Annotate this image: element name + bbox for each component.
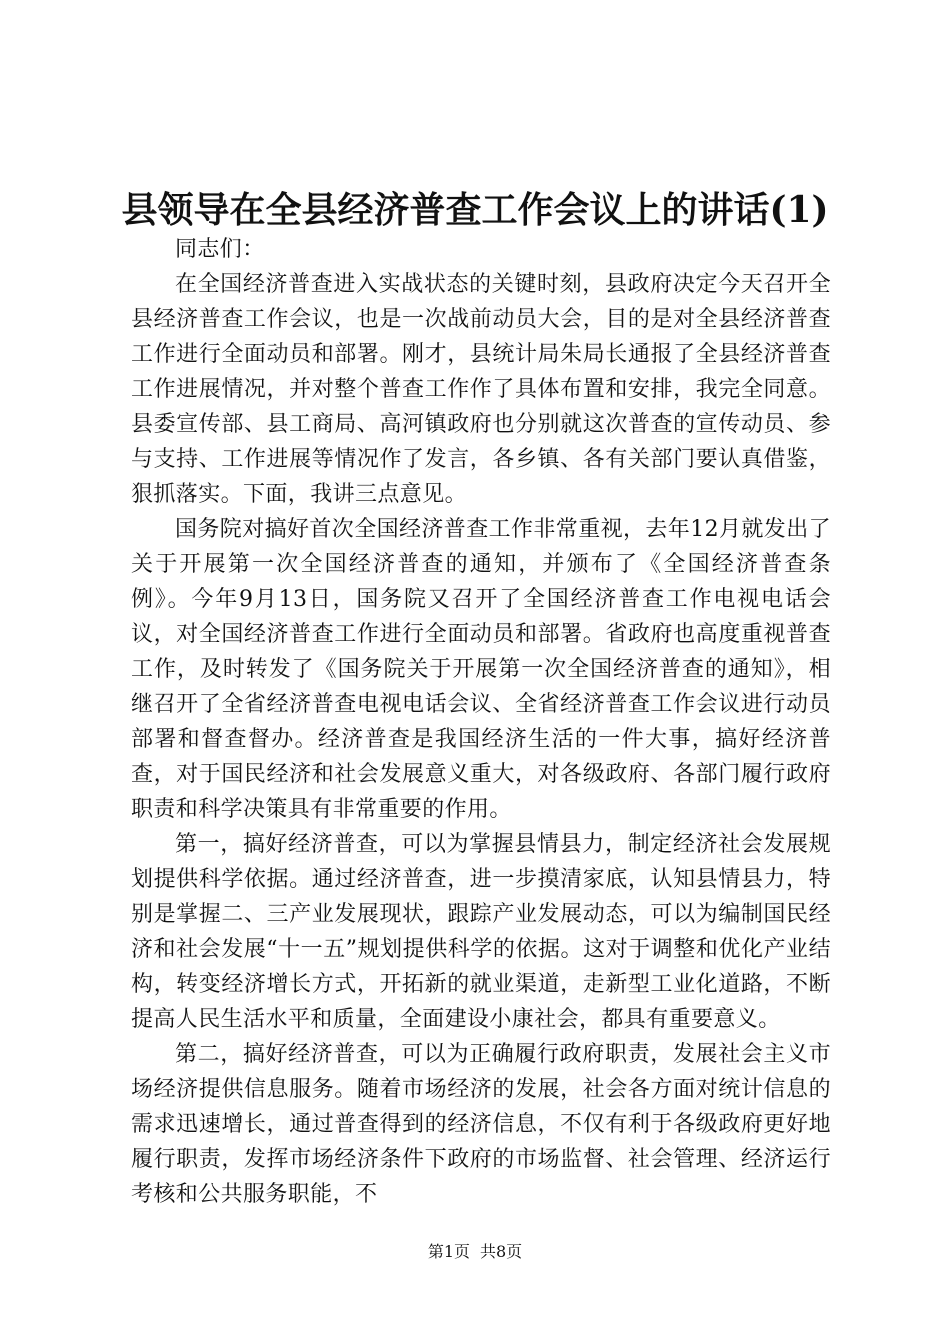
total-pages: 共8页: [480, 1242, 523, 1261]
page-footer: [0, 1240, 950, 1264]
salutation-paragraph: 同志们：: [175, 237, 265, 262]
body-paragraph-2: 国务院对搞好首次全国经济普查工作非常重视，去年12月就发出了关于开展第一次全国经济普查的通知，并颁布了《全国经济普查条例》。今年9月13日，国务院又召开了全国经济普查工作电视电话会议，对全国经济普查工作进行全面动员和部署。省政府也高度重视普查工作，及时转发了《国务院关于开展第一次全国经济普查的通知》，相继召开了全省经济普查电视电话会议、全省经济普查工作会议进行动员部署和督查督办。经济普查是我国经济生活的一件大事，搞好经济普查，对于国民经济和社会发展意义重大，对各级政府、各部门履行政府职责和科学决策具有非常重要的作用。: [131, 517, 831, 822]
document-title: 县领导在全县经济普查工作会议上的讲话(1): [121, 189, 829, 231]
document-body: [131, 232, 831, 1212]
body-paragraph-3: 第一，搞好经济普查，可以为掌握县情县力，制定经济社会发展规划提供科学依据。通过经济普查，进一步摸清家底，认知县情县力，特别是掌握二、三产业发展现状，跟踪产业发展动态，可以为编制国民经济和社会发展“十一五”规划提供科学的依据。这对于调整和优化产业结构，转变经济增长方式，开拓新的就业渠道，走新型工业化道路，不断提高人民生活水平和质量，全面建设小康社会，都具有重要意义。: [131, 832, 831, 1032]
body-paragraph-4: 第二，搞好经济普查，可以为正确履行政府职责，发展社会主义市场经济提供信息服务。随着市场经济的发展，社会各方面对统计信息的需求迅速增长，通过普查得到的经济信息，不仅有利于各级政府更好地履行职责，发挥市场经济条件下政府的市场监督、社会管理、经济运行考核和公共服务职能，不: [131, 1042, 831, 1207]
body-paragraph-1: 在全国经济普查进入实战状态的关键时刻，县政府决定今天召开全县经济普查工作会议，也是一次战前动员大会，目的是对全县经济普查工作进行全面动员和部署。刚才，县统计局朱局长通报了全县经济普查工作进展情况，并对整个普查工作作了具体布置和安排，我完全同意。县委宣传部、县工商局、高河镇政府也分别就这次普查的宣传动员、参与支持、工作进展等情况作了发言，各乡镇、各有关部门要认真借鉴，狠抓落实。下面，我讲三点意见。: [131, 272, 831, 507]
page-number: 第1页: [427, 1242, 470, 1261]
